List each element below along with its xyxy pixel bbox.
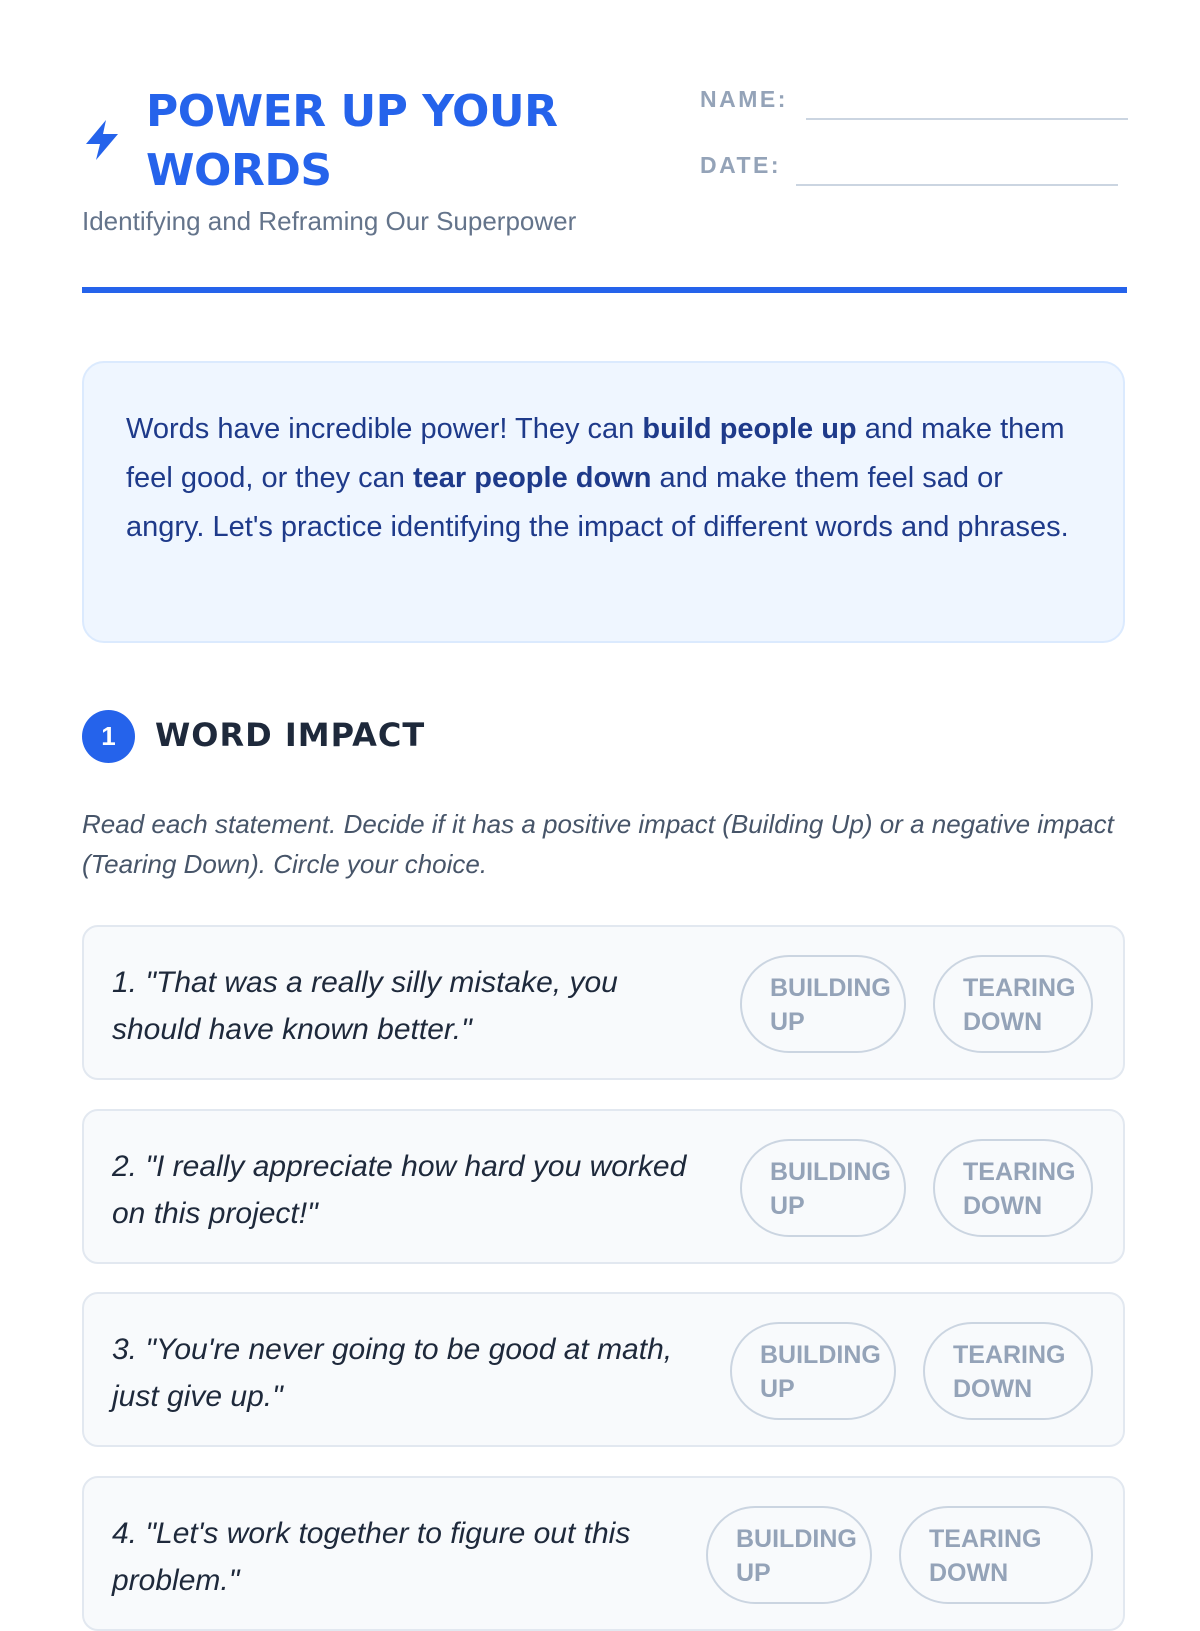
statement-item [82, 1292, 1125, 1447]
statement-item [82, 925, 1125, 1080]
statement-item [82, 1109, 1125, 1264]
worksheet-page [82, 0, 1127, 1597]
header-divider [82, 287, 1127, 293]
date-field-line[interactable] [796, 184, 1118, 186]
tearing-down-option[interactable]: TEARING DOWN [933, 955, 1093, 1053]
statement-item [82, 1476, 1125, 1631]
statement-text: 4. "Let's work together to figure out this problem." [112, 1517, 631, 1597]
page-title: POWER UP YOUR WORDS [146, 86, 558, 196]
section-number-badge: 1 [82, 710, 135, 763]
intro-bold-tear: tear people down [412, 462, 652, 494]
name-field-line[interactable] [806, 118, 1128, 120]
statement-text: 2. "I really appreciate how hard you worked on this project!" [112, 1150, 687, 1230]
date-label: DATE: [700, 152, 782, 178]
intro-text-1: Words have incredible power! They can [126, 413, 643, 445]
building-up-option[interactable]: BUILDING UP [730, 1322, 896, 1420]
name-row [700, 82, 1128, 148]
tearing-down-option[interactable]: TEARING DOWN [899, 1506, 1093, 1604]
section-title: WORD IMPACT [155, 716, 426, 754]
statement-text: 3. "You're never going to be good at math, just give up." [112, 1333, 673, 1413]
tearing-down-option[interactable]: TEARING DOWN [923, 1322, 1093, 1420]
tearing-down-option[interactable]: TEARING DOWN [933, 1139, 1093, 1237]
name-label: NAME: [700, 86, 788, 112]
building-up-option[interactable]: BUILDING UP [740, 955, 906, 1053]
section-instructions: Read each statement. Decide if it has a positive impact (Building Up) or a negative impact (Tearing Down). Circle your choice. [82, 809, 1114, 879]
student-info [700, 82, 1128, 214]
statement-text: 1. "That was a really silly mistake, you should have known better." [112, 966, 618, 1046]
lightning-bolt-icon [82, 118, 122, 162]
page-subtitle: Identifying and Reframing Our Superpower [82, 206, 577, 236]
intro-box [82, 361, 1125, 643]
intro-text-2: and make them feel good, or they can [126, 413, 1065, 494]
building-up-option[interactable]: BUILDING UP [740, 1139, 906, 1237]
building-up-option[interactable]: BUILDING UP [706, 1506, 872, 1604]
section-header [82, 710, 682, 764]
intro-text-3: and make them feel sad or angry. Let's practice identifying the impact of different words and phrases. [126, 462, 1069, 543]
intro-bold-build: build people up [642, 413, 857, 445]
date-row [700, 148, 1128, 214]
worksheet-header [82, 0, 1127, 300]
